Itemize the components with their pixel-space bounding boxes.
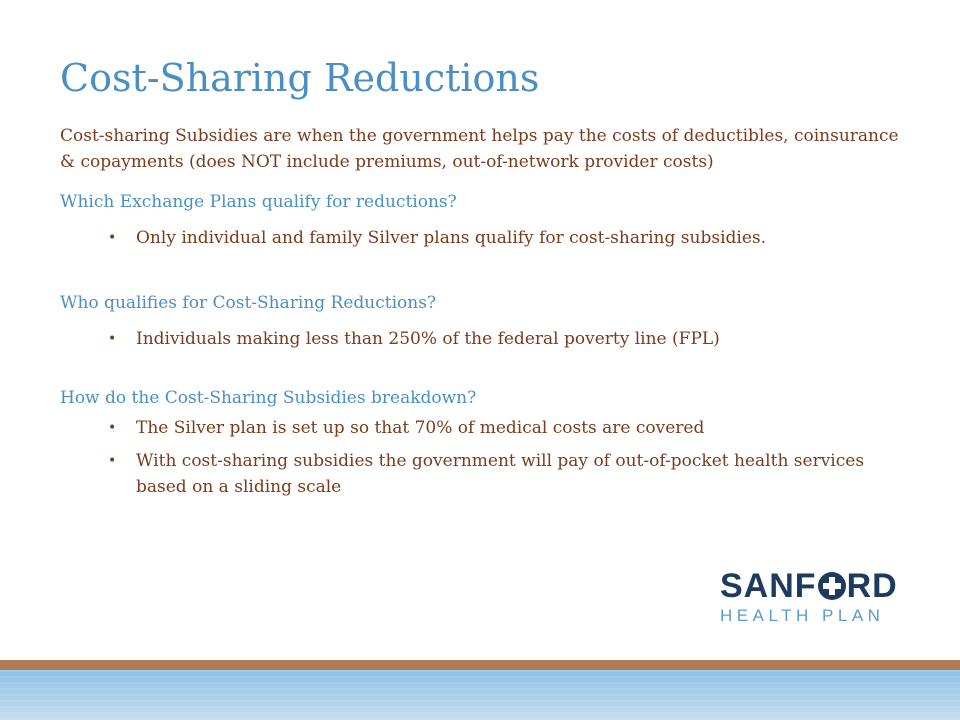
cross-circle-icon	[818, 572, 846, 600]
slide-title: Cost-Sharing Reductions	[60, 56, 540, 100]
bullet-item	[60, 225, 900, 251]
footer-band-blue	[0, 670, 960, 720]
logo-word-part2: RD	[846, 567, 898, 605]
bullet-text: Individuals making less than 250% of the federal poverty line (FPL)	[136, 329, 720, 349]
logo-wordmark	[720, 568, 898, 604]
question-exchange-plans: Which Exchange Plans qualify for reductions?	[60, 192, 457, 212]
bullet-text: The Silver plan is set up so that 70% of medical costs are covered	[136, 418, 705, 438]
bullet-item	[60, 448, 900, 500]
bullet-item	[60, 326, 900, 352]
bullet-marker: •	[108, 453, 117, 469]
bullet-list	[60, 415, 900, 500]
bullet-list	[60, 326, 900, 352]
bullet-marker: •	[108, 420, 117, 436]
bullet-text: Only individual and family Silver plans qualify for cost-sharing subsidies.	[136, 228, 767, 248]
footer-band-brown	[0, 660, 960, 670]
question-who-qualifies: Who qualifies for Cost-Sharing Reductions?	[60, 293, 437, 313]
bullet-list	[60, 225, 900, 251]
sanford-health-plan-logo	[712, 568, 930, 628]
logo-subtitle: HEALTH PLAN	[720, 606, 885, 625]
logo-word-part1: SANF	[720, 567, 817, 605]
bullet-marker: •	[108, 230, 117, 246]
intro-paragraph: Cost-sharing Subsidies are when the government helps pay the costs of deductibles, coinsurance & copayments (does NOT include premiums, out-of-network provider costs)	[60, 126, 899, 172]
bullet-text: With cost-sharing subsidies the government will pay of out-of-pocket health services based on a sliding scale	[136, 451, 865, 497]
question-breakdown: How do the Cost-Sharing Subsidies breakdown?	[60, 388, 477, 408]
slide-body	[60, 123, 900, 500]
bullet-item	[60, 415, 900, 441]
bullet-marker: •	[108, 331, 117, 347]
